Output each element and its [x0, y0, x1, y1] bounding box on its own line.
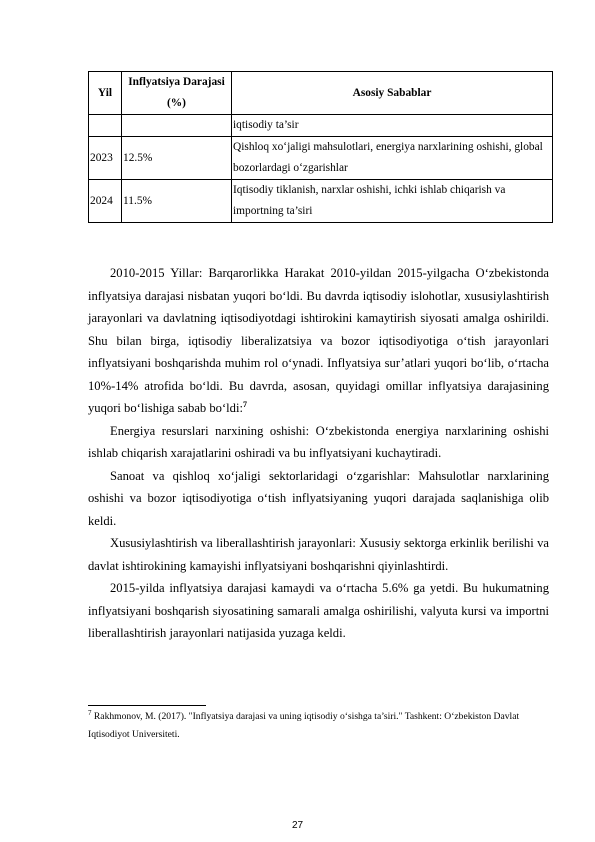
footnote-text: Rakhmonov, M. (2017). "Inflyatsiya darajasi va uning iqtisodiy o‘sishga ta’siri." Tashkent: O‘zbekiston Davlat Iqtisodiyot Universiteti. — [88, 711, 520, 740]
table-header-row — [89, 72, 553, 115]
cell-reasons: Qishloq xo‘jaligi mahsulotlari, energiya narxlarining oshishi, global bozorlardagi o‘zgarishlar — [232, 137, 553, 180]
header-inflation: Inflyatsiya Darajasi (%) — [122, 72, 232, 115]
cell-reasons: iqtisodiy ta’sir — [232, 115, 553, 137]
page-number: 27 — [291, 820, 304, 831]
footnote — [88, 708, 549, 744]
footnote-divider — [88, 705, 206, 706]
header-year: Yil — [89, 72, 122, 115]
table-row — [89, 115, 553, 137]
cell-year: 2024 — [89, 180, 122, 223]
table-row — [89, 180, 553, 223]
table-row — [89, 137, 553, 180]
inflation-table — [88, 71, 553, 223]
cell-inflation: 11.5% — [122, 180, 232, 223]
paragraph — [88, 262, 549, 420]
footnote-reference[interactable]: 7 — [242, 399, 247, 409]
paragraph: 2015-yilda inflyatsiya darajasi kamaydi va o‘rtacha 5.6% ga yetdi. Bu hukumatning inflyatsiyani boshqarish siyosatining samarali amalga oshirilishi, valyuta kursi va importni liberallashtirish jarayonlari natijasida yuzaga keldi. — [88, 581, 549, 640]
paragraph: Energiya resurslari narxining oshishi: O‘zbekistonda energiya narxlarining oshishi ishlab chiqarish xarajatlarini oshiradi va bu inflyatsiyani kuchaytiradi. — [88, 423, 549, 460]
paragraph-text: 2010-2015 Yillar: Barqarorlikka Harakat 2010-yildan 2015-yilgacha O‘zbekistonda inflyatsiya darajasi nisbatan yuqori bo‘ldi. Bu davrda iqtisodiy islohotlar, xususiylashtirish jarayonlari va davlatning iqtisodiyotdagi ishtirokini kamaytirish siyosati amalga oshirildi. Shu bilan birga, iqtisodiy liberalizatsiya va bozor iqtisodiyotiga o‘tish jarayonlari inflyatsiyani boshqarishda muhim rol o‘ynadi. Inflyatsiya sur’atlari yuqori bo‘lib, o‘rtacha 10%-14% atrofida bo‘ldi. Bu davrda, asosan, quyidagi omillar inflyatsiya darajasining yuqori bo‘lishiga sabab bo‘ldi: — [88, 266, 549, 415]
footnote-number: 7 — [88, 708, 92, 717]
header-reasons: Asosiy Sabablar — [232, 72, 553, 115]
paragraph: Sanoat va qishloq xo‘jaligi sektorlaridagi o‘zgarishlar: Mahsulotlar narxlarining oshishi va bozor iqtisodiyotiga o‘tish inflyatsiyaning yuqori darajada saqlanishiga olib keldi. — [88, 468, 549, 528]
cell-reasons: Iqtisodiy tiklanish, narxlar oshishi, ichki ishlab chiqarish va importning ta’siri — [232, 180, 553, 223]
cell-inflation: 12.5% — [122, 137, 232, 180]
cell-year — [89, 115, 122, 137]
cell-inflation — [122, 115, 232, 137]
cell-year: 2023 — [89, 137, 122, 180]
body-text — [88, 262, 549, 645]
paragraph: Xususiylashtirish va liberallashtirish jarayonlari: Xususiy sektorga erkinlik berilishi va davlat ishtirokining kamayishi inflyatsiyani boshqarishni qiyinlashtirdi. — [88, 536, 549, 573]
